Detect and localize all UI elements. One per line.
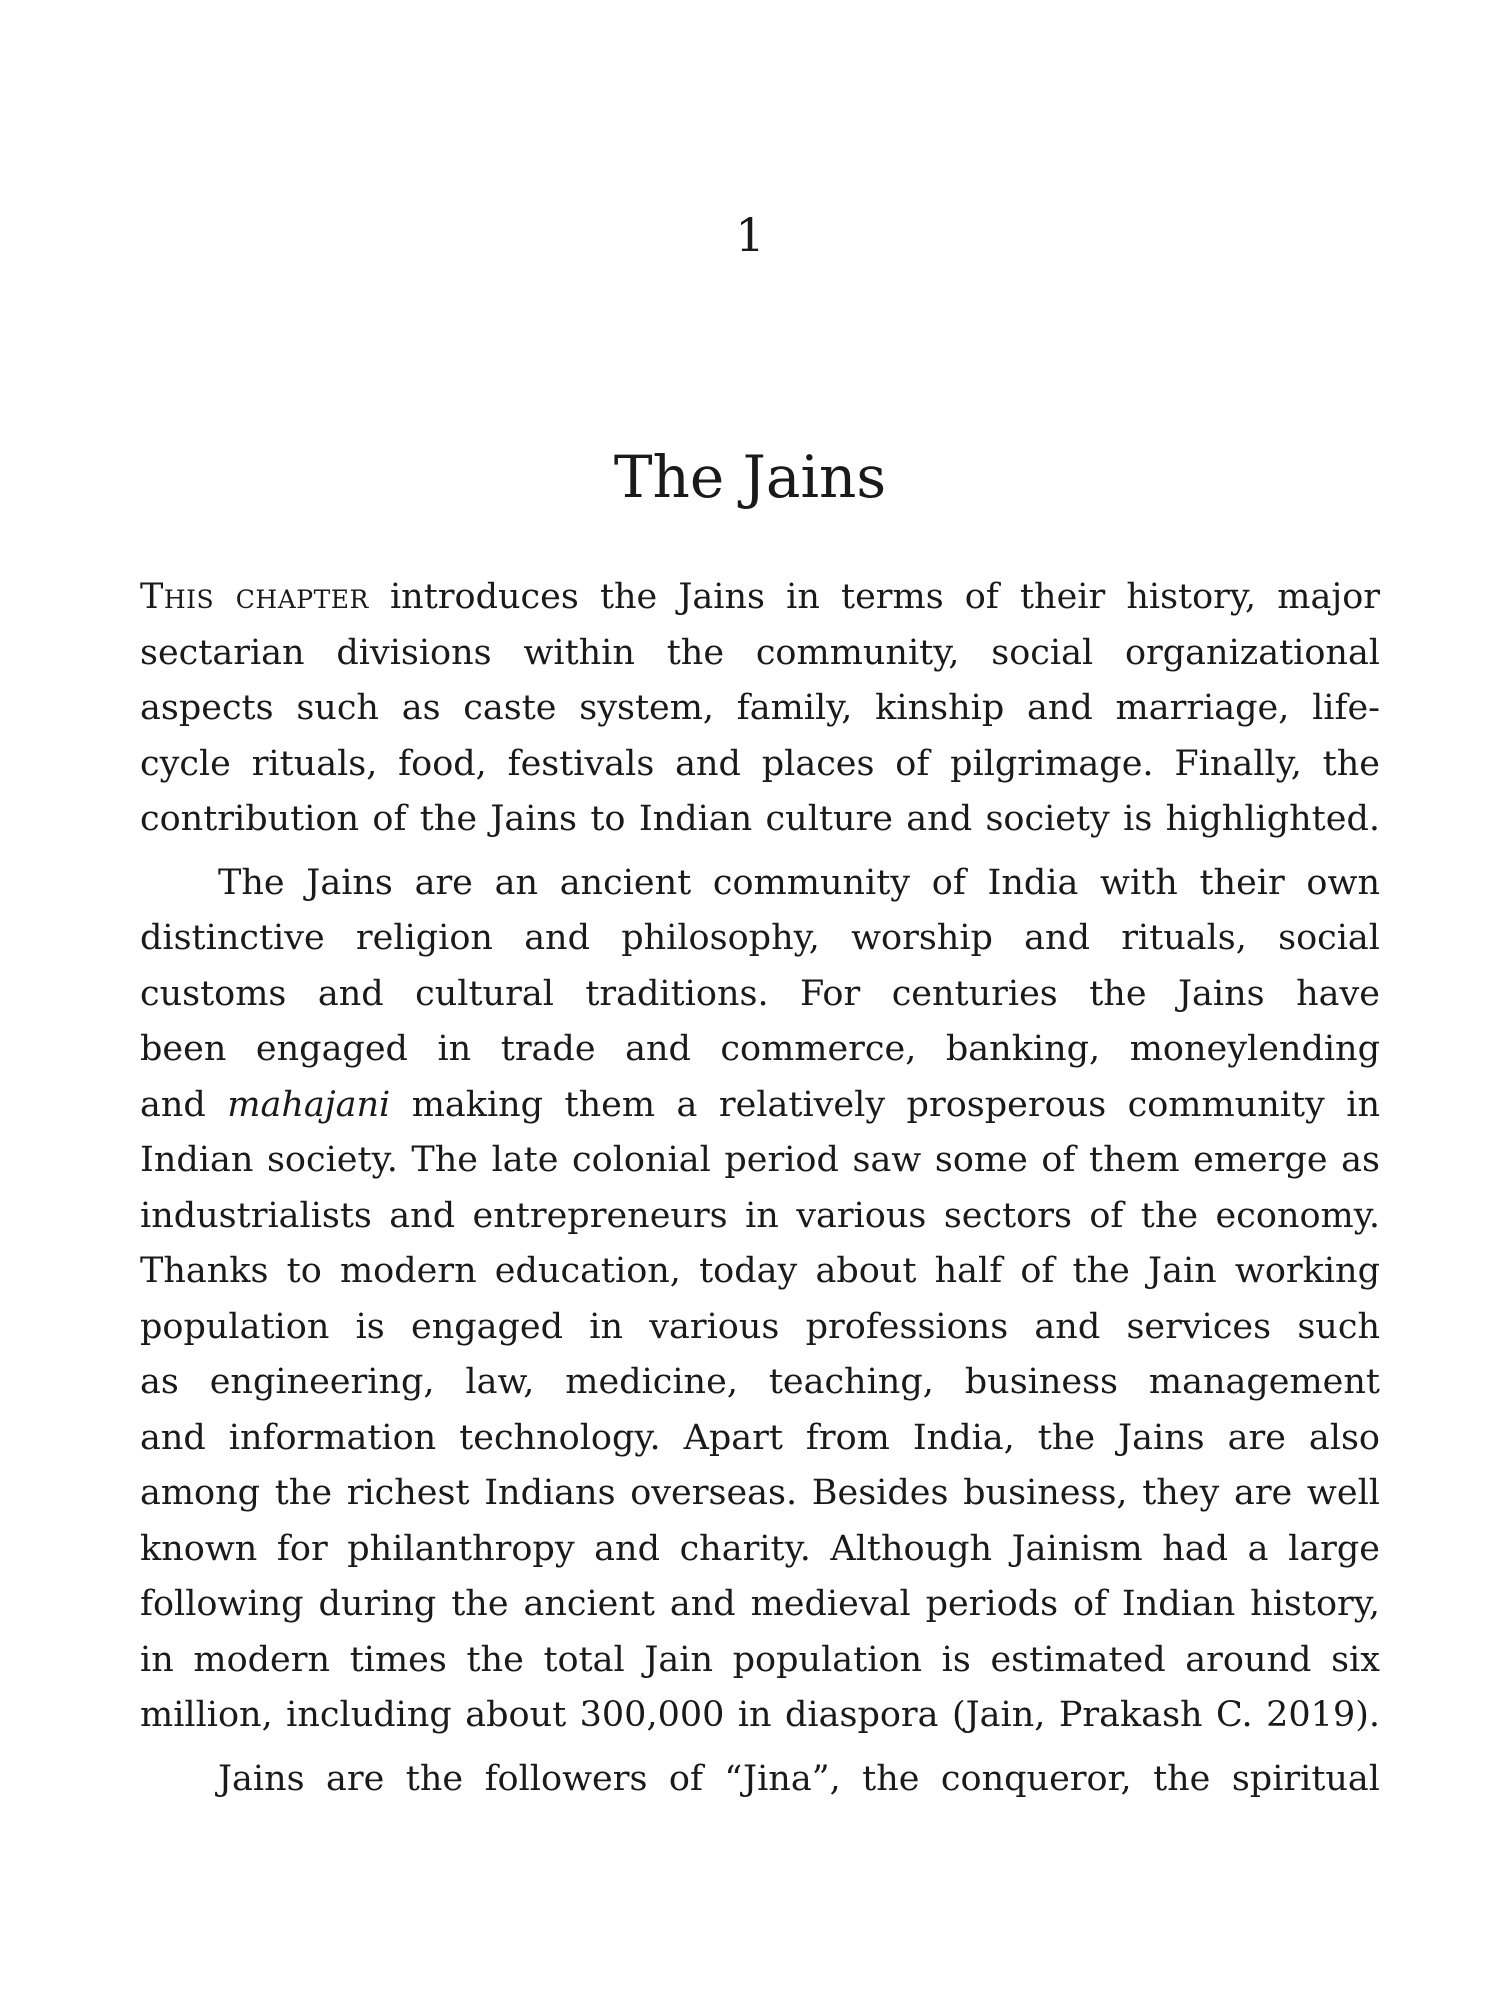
chapter-lead-smallcaps: This chapter (140, 577, 369, 617)
text-line: as engineering, law, medicine, teaching, business management (140, 1362, 1380, 1402)
text-line: This chapter introduces the Jains in terms of their history, major (140, 577, 1380, 617)
text-line: Indian society. The late colonial period saw some of them emerge as (140, 1140, 1380, 1180)
text-line: The Jains are an ancient community of India with their own (218, 862, 1380, 903)
text-line: customs and cultural traditions. For centuries the Jains have (140, 973, 1380, 1014)
text-line: and mahajani making them a relatively prosperous community in (140, 1084, 1380, 1125)
text-line: contribution of the Jains to Indian culture and society is highlighted. (140, 799, 1380, 839)
text-line: in modern times the total Jain population is estimated around six (140, 1639, 1380, 1680)
chapter-title: The Jains (613, 443, 887, 511)
paragraph-intro (140, 570, 1380, 848)
text-line: aspects such as caste system, family, kinship and marriage, life- (140, 688, 1380, 728)
text-line: been engaged in trade and commerce, banking, moneylending (140, 1029, 1380, 1069)
text-line: million, including about 300,000 in diaspora (Jain, Prakash C. 2019). (140, 1695, 1380, 1735)
body-text (140, 570, 1380, 1807)
chapter-number: 1 (735, 208, 765, 262)
text-line: and information technology. Apart from India, the Jains are also (140, 1417, 1380, 1458)
text-line: following during the ancient and medieval periods of Indian history, (140, 1584, 1380, 1624)
text-line: cycle rituals, food, festivals and places of pilgrimage. Finally, the (140, 743, 1380, 784)
text-line: sectarian divisions within the community, social organizational (140, 632, 1380, 673)
text-line: known for philanthropy and charity. Although Jainism had a large (140, 1528, 1380, 1569)
text-line: Jains are the followers of “Jina”, the conqueror, the spiritual (218, 1758, 1380, 1799)
paragraph-followers (140, 1752, 1380, 1808)
text-line: population is engaged in various professions and services such (140, 1306, 1380, 1347)
text-line: Thanks to modern education, today about half of the Jain working (140, 1251, 1380, 1291)
paragraph-community (140, 856, 1380, 1744)
text-line: industrialists and entrepreneurs in various sectors of the economy. (140, 1195, 1380, 1236)
text-line: among the richest Indians overseas. Besides business, they are well (140, 1473, 1380, 1513)
italic-term: mahajani (227, 1084, 391, 1125)
text-line: distinctive religion and philosophy, worship and rituals, social (140, 918, 1380, 958)
